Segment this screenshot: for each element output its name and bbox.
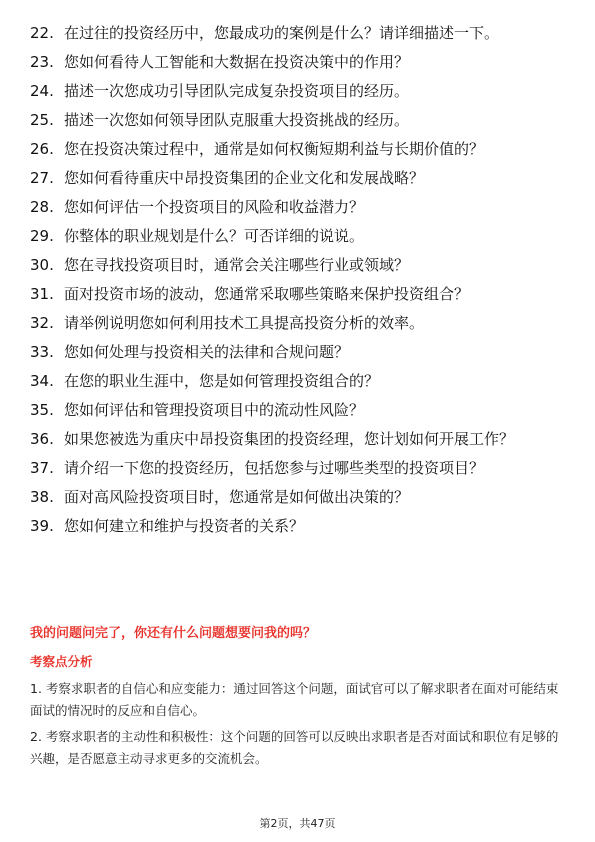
question-text: 在过往的投资经历中，您最成功的案例是什么？请详细描述一下。 [64, 24, 500, 42]
question-number: 36. [30, 430, 54, 448]
question-text: 面对高风险投资项目时，您通常是如何做出决策的？ [64, 488, 410, 506]
question-number: 35. [30, 401, 54, 419]
question-item [30, 80, 570, 102]
question-item [30, 428, 570, 450]
question-text: 您如何看待人工智能和大数据在投资决策中的作用？ [64, 53, 410, 71]
question-item [30, 515, 570, 537]
question-text: 请介绍一下您的投资经历，包括您参与过哪些类型的投资项目？ [64, 459, 485, 477]
question-number: 28. [30, 198, 54, 216]
question-number: 32. [30, 314, 54, 332]
question-item [30, 109, 570, 131]
question-item [30, 312, 570, 334]
question-number: 22. [30, 24, 54, 42]
analysis-item: 2. 考察求职者的主动性和积极性：这个问题的回答可以反映出求职者是否对面试和职位有足够的兴趣，是否愿意主动寻求更多的交流机会。 [30, 729, 559, 766]
question-item [30, 341, 570, 363]
question-number: 30. [30, 256, 54, 274]
question-item [30, 22, 570, 44]
closing-question: 我的问题问完了，你还有什么问题想要问我的吗？ [30, 626, 317, 641]
analysis-item: 1. 考察求职者的自信心和应变能力：通过回答这个问题，面试官可以了解求职者在面对可能结束面试的情况时的反应和自信心。 [30, 681, 559, 718]
question-number: 37. [30, 459, 54, 477]
question-item [30, 225, 570, 247]
question-text: 在您的职业生涯中，您是如何管理投资组合的？ [64, 372, 380, 390]
question-number: 38. [30, 488, 54, 506]
question-text: 如果您被选为重庆中昂投资集团的投资经理，您计划如何开展工作？ [64, 430, 515, 448]
question-text: 您如何评估一个投资项目的风险和收益潜力？ [64, 198, 365, 216]
question-number: 39. [30, 517, 54, 535]
question-text: 面对投资市场的波动，您通常采取哪些策略来保护投资组合？ [64, 285, 470, 303]
question-number: 29. [30, 227, 54, 245]
question-item [30, 254, 570, 276]
page-footer: 第2页，共47页 [259, 817, 336, 830]
question-item [30, 457, 570, 479]
question-text: 您在投资决策过程中，通常是如何权衡短期利益与长期价值的？ [64, 140, 485, 158]
question-text: 您如何建立和维护与投资者的关系？ [64, 517, 305, 535]
question-text: 您如何处理与投资相关的法律和合规问题？ [64, 343, 350, 361]
question-text: 你整体的职业规划是什么？可否详细的说说。 [64, 227, 365, 245]
question-item [30, 370, 570, 392]
question-item [30, 196, 570, 218]
analysis-title: 考察点分析 [30, 654, 93, 669]
question-text: 描述一次您如何领导团队克服重大投资挑战的经历。 [64, 111, 410, 129]
question-number: 23. [30, 53, 54, 71]
analysis-list [30, 678, 565, 774]
question-text: 描述一次您成功引导团队完成复杂投资项目的经历。 [64, 82, 410, 100]
question-number: 27. [30, 169, 54, 187]
question-item [30, 138, 570, 160]
question-text: 您在寻找投资项目时，通常会关注哪些行业或领域？ [64, 256, 410, 274]
question-text: 您如何看待重庆中昂投资集团的企业文化和发展战略？ [64, 169, 425, 187]
question-item [30, 399, 570, 421]
question-text: 您如何评估和管理投资项目中的流动性风险？ [64, 401, 365, 419]
question-item [30, 486, 570, 508]
question-text: 请举例说明您如何利用技术工具提高投资分析的效率。 [64, 314, 425, 332]
question-item [30, 51, 570, 73]
question-list [30, 22, 570, 544]
question-number: 33. [30, 343, 54, 361]
question-item [30, 283, 570, 305]
question-item [30, 167, 570, 189]
question-number: 34. [30, 372, 54, 390]
question-number: 26. [30, 140, 54, 158]
question-number: 25. [30, 111, 54, 129]
question-number: 31. [30, 285, 54, 303]
question-number: 24. [30, 82, 54, 100]
